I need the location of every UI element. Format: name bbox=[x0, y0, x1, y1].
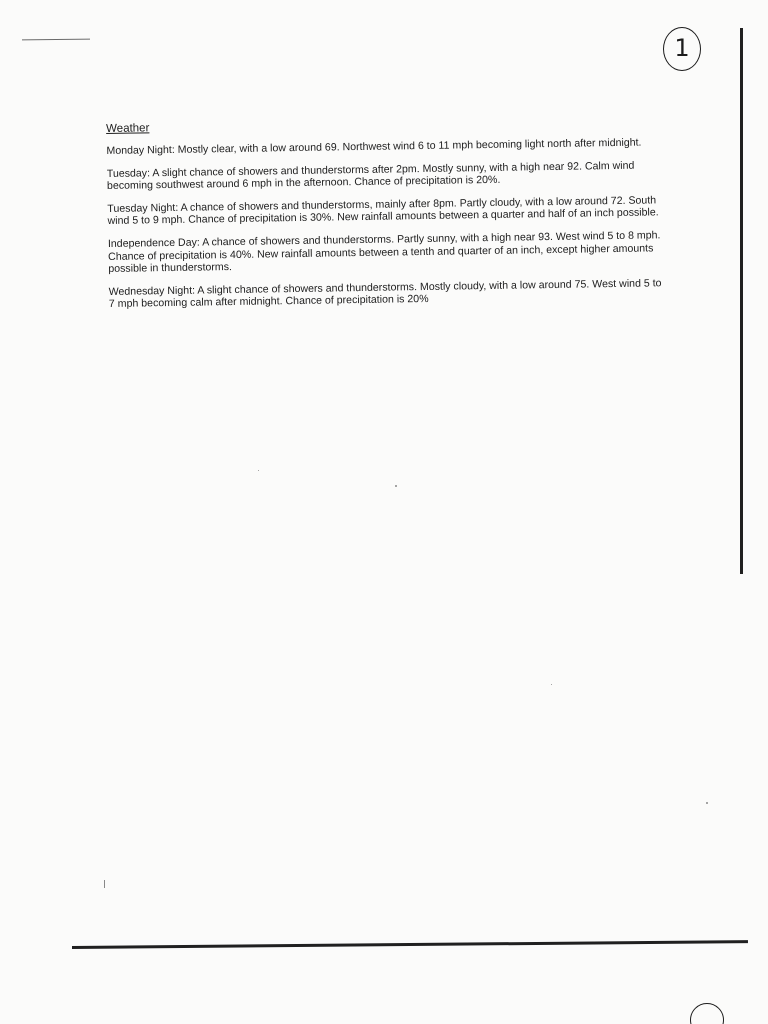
scan-speck bbox=[706, 802, 708, 804]
scan-speck bbox=[551, 684, 552, 685]
top-left-mark bbox=[22, 39, 90, 41]
right-border-line bbox=[740, 28, 743, 574]
scan-speck bbox=[395, 485, 397, 487]
forecast-wednesday-night: Wednesday Night: A slight chance of showers and thunderstorms. Mostly cloudy, with a low around 75. West wind 5 to 7 mph becoming calm after midnight. Chance of precipitation is 20% bbox=[108, 277, 662, 311]
forecast-monday-night: Monday Night: Mostly clear, with a low around 69. Northwest wind 6 to 11 mph becoming light north after midnight. bbox=[106, 136, 642, 157]
forecast-independence-day: Independence Day: A chance of showers and thunderstorms. Partly sunny, with a high near 93. West wind 5 to 8 mph. Chance of precipitation is 40%. New rainfall amounts between a tenth and quarter of an inch, except higher amounts possible in thunderstorms. bbox=[107, 229, 661, 276]
scan-speck bbox=[104, 880, 105, 888]
bottom-rule-line bbox=[72, 940, 748, 949]
forecast-tuesday: Tuesday: A slight chance of showers and thunderstorms after 2pm. Mostly sunny, with a high near 92. Calm wind becoming southwest around 6 mph in the afternoon. Chance of precipitation is 20%. bbox=[106, 159, 635, 193]
document-body bbox=[106, 113, 669, 321]
section-heading: Weather bbox=[106, 122, 150, 135]
scan-speck bbox=[258, 470, 259, 471]
handwritten-corner-mark bbox=[690, 1003, 724, 1024]
forecast-tuesday-night: Tuesday Night: A chance of showers and thunderstorms, mainly after 8pm. Partly cloudy, with a low around 72. South wind 5 to 9 mph. Chance of precipitation is 30%. New rainfall amounts between a quarter and half of an inch possible. bbox=[107, 194, 659, 228]
handwritten-page-number: 1 bbox=[663, 27, 701, 71]
